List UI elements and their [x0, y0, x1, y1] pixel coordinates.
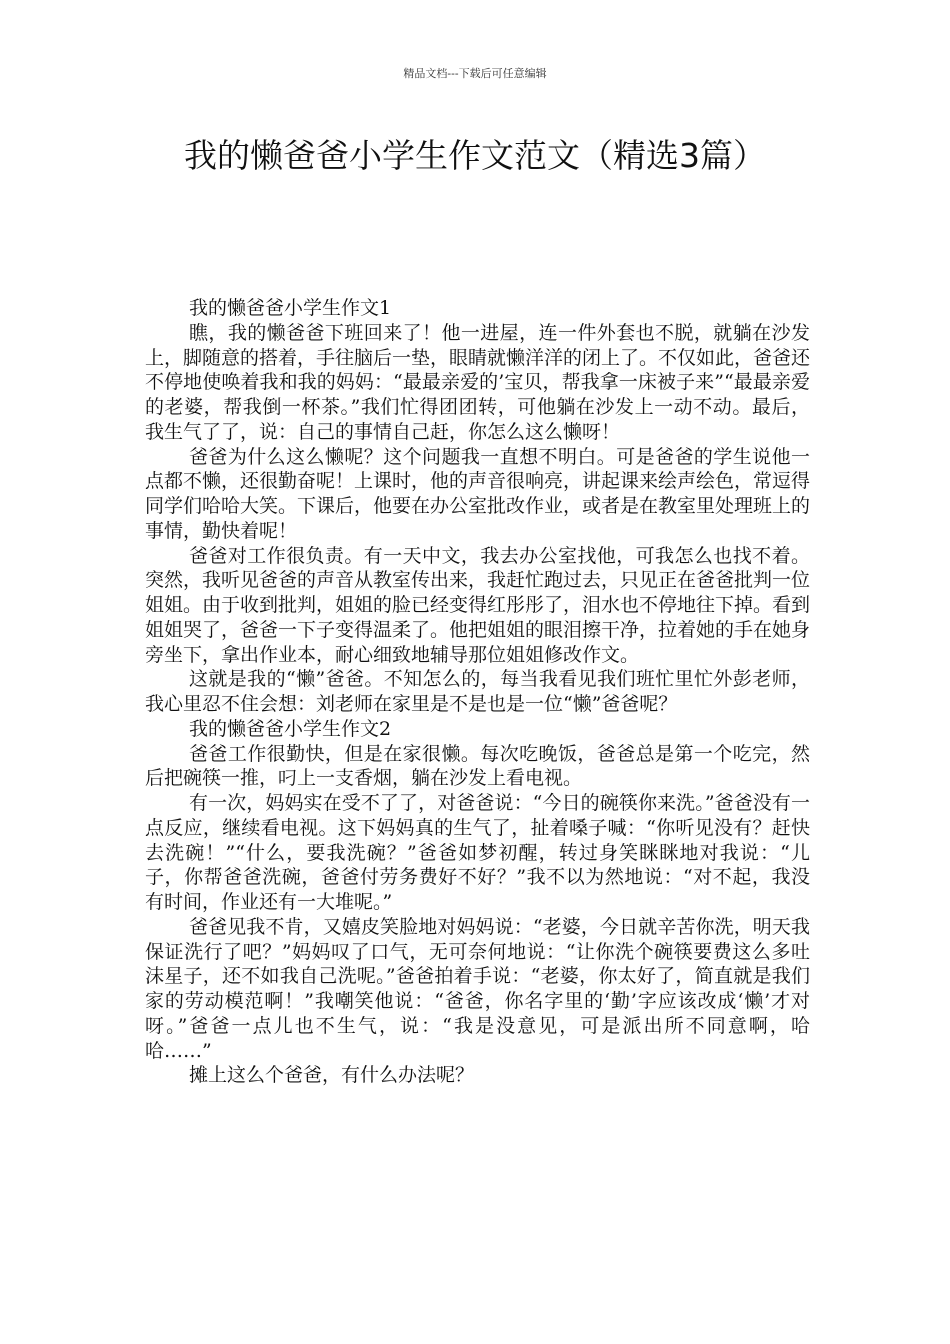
paragraph: 有一次，妈妈实在受不了了，对爸爸说：“今日的碗筷你来洗。”爸爸没有一点反应，继续看电视。这下妈妈真的生气了，扯着嗓子喊：“你听见没有？赶快去洗碗！”“什么，要我洗碗？”爸爸如梦初醒，转过身笑眯眯地对我说：“儿子，你帮爸爸洗碗，爸爸付劳务费好不好？”我不以为然地说：“对不起，我没有时间，作业还有一大堆呢。”	[145, 792, 810, 913]
paragraph: 摊上这么个爸爸，有什么办法呢？	[189, 1064, 475, 1087]
article-body	[145, 296, 810, 1088]
paragraph: 爸爸对工作很负责。有一天中文，我去办公室找他，可我怎么也找不着。突然，我听见爸爸的声音从教室传出来，我赶忙跑过去，只见正在爸爸批判一位姐姐。由于收到批判，姐姐的脸已经变得红彤彤了，泪水也不停地往下掉。看到姐姐哭了，爸爸一下子变得温柔了。他把姐姐的眼泪擦干净，拉着她的手在她身旁坐下，拿出作业本，耐心细致地辅导那位姐姐修改作文。	[145, 544, 811, 666]
paragraph: 爸爸工作很勤快，但是在家很懒。每次吃晚饭，爸爸总是第一个吃完，然后把碗筷一推，叼上一支香烟，躺在沙发上看电视。	[145, 742, 810, 790]
section-heading-1: 我的懒爸爸小学生作文1	[189, 297, 392, 319]
document-title: 我的懒爸爸小学生作文范文（精选3篇）	[184, 136, 766, 175]
paragraph: 这就是我的“懒”爸爸。不知怎么的，每当我看见我们班忙里忙外彭老师，我心里忍不住会想：刘老师在家里是不是也是一位“懒”爸爸呢？	[145, 668, 810, 715]
section-heading-2: 我的懒爸爸小学生作文2	[189, 717, 392, 740]
paragraph: 爸爸见我不肯，又嬉皮笑脸地对妈妈说：“老婆，今日就辛苦你洗，明天我保证洗行了吧？”妈妈叹了口气，无可奈何地说：“让你洗个碗筷要费这么多吐沫星子，还不如我自己洗呢。”爸爸拍着手说：“老婆，你太好了，简直就是我们家的劳动模范啊！”我嘲笑他说：“爸爸，你名字里的‘勤’字应该改成‘懒’才对呀。”爸爸一点儿也不生气，说：“我是没意见，可是派出所不同意啊，哈哈……”	[145, 915, 810, 1062]
page-header-note: 精品文档---下载后可任意编辑	[403, 67, 547, 80]
paragraph: 瞧，我的懒爸爸下班回来了！他一进屋，连一件外套也不脱，就躺在沙发上，脚随意的搭着，手往脑后一垫，眼睛就懒洋洋的闭上了。不仅如此，爸爸还不停地使唤着我和我的妈妈：“最最亲爱的’宝贝，帮我拿一床被子来”“最最亲爱的老婆，帮我倒一杯茶。”我们忙得团团转，可他躺在沙发上一动不动。最后，我生气了了，说：自己的事情自己赶，你怎么这么懒呀！	[145, 321, 811, 443]
paragraph: 爸爸为什么这么懒呢？这个问题我一直想不明白。可是爸爸的学生说他一点都不懒，还很勤奋呢！上课时，他的声音很响亮，讲起课来绘声绘色，常逗得同学们哈哈大笑。下课后，他要在办公室批改作业，或者是在教室里处理班上的事情，勤快着呢！	[145, 445, 811, 542]
